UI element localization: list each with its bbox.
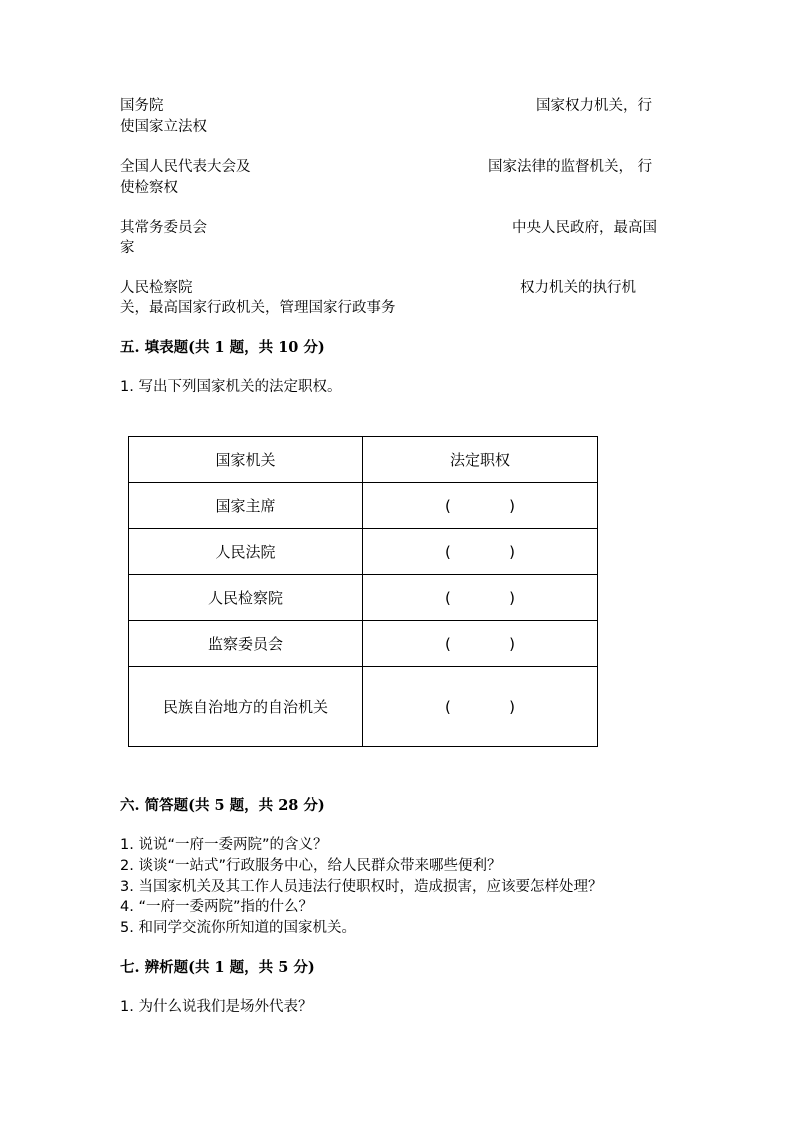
section6-question-1: 1. 说说“一府一委两院”的含义？ [120,837,328,853]
match-cont-4: 关，最高国家行政机关，管理国家行政事务 [120,300,396,316]
paren-close: ) [509,697,515,716]
answer-cell[interactable] [363,667,598,747]
section6-question-3: 3. 当国家机关及其工作人员违法行使职权时，造成损害，应该要怎样处理？ [120,879,603,895]
match-left-4: 人民检察院 [120,280,193,296]
header-organ: 国家机关 [129,437,363,483]
paren-open: ( [445,634,451,653]
section7-title: 七. 辨析题(共 1 题，共 5 分) [120,959,315,976]
paren-open: ( [445,588,451,607]
match-left-1: 国务院 [120,98,164,114]
organ-cell: 人民法院 [129,529,363,575]
section7-question: 1. 为什么说我们是场外代表？ [120,999,313,1015]
match-right-2: 国家法律的监督机关， 行 [488,159,653,175]
match-left-2: 全国人民代表大会及 [120,159,251,175]
answer-cell[interactable] [363,529,598,575]
section5-title: 五. 填表题(共 1 题，共 10 分) [120,339,325,356]
paren-close: ) [509,634,515,653]
match-right-1: 国家权力机关，行 [536,98,652,114]
table-header-row [129,437,598,483]
section6-title: 六. 简答题(共 5 题，共 28 分) [120,797,325,814]
match-cont-2: 使检察权 [120,180,178,196]
match-right-3: 中央人民政府，最高国 [512,220,657,236]
paren-close: ) [509,496,515,515]
match-cont-3: 家 [120,240,135,256]
table-row [129,483,598,529]
organ-cell: 人民检察院 [129,575,363,621]
paren-open: ( [445,496,451,515]
powers-table [128,436,598,747]
organ-cell: 国家主席 [129,483,363,529]
paren-open: ( [445,542,451,561]
section6-question-2: 2. 谈谈“一站式”行政服务中心，给人民群众带来哪些便利？ [120,858,502,874]
answer-cell[interactable] [363,575,598,621]
match-right-4: 权力机关的执行机 [520,280,636,296]
organ-cell: 监察委员会 [129,621,363,667]
paren-open: ( [445,697,451,716]
paren-close: ) [509,588,515,607]
section5-question: 1. 写出下列国家机关的法定职权。 [120,379,342,395]
match-left-3: 其常务委员会 [120,220,207,236]
organ-cell [129,667,363,747]
header-power: 法定职权 [363,437,598,483]
answer-cell[interactable] [363,483,598,529]
table-row [129,575,598,621]
organ-cell-text: 民族自治地方的自治机关 [162,697,328,716]
table-row [129,529,598,575]
section6-question-4: 4. “一府一委两院”指的什么？ [120,899,313,915]
paren-close: ) [509,542,515,561]
table-row [129,621,598,667]
answer-cell[interactable] [363,621,598,667]
section6-question-5: 5. 和同学交流你所知道的国家机关。 [120,920,356,936]
table-row [129,667,598,747]
match-cont-1: 使国家立法权 [120,119,207,135]
